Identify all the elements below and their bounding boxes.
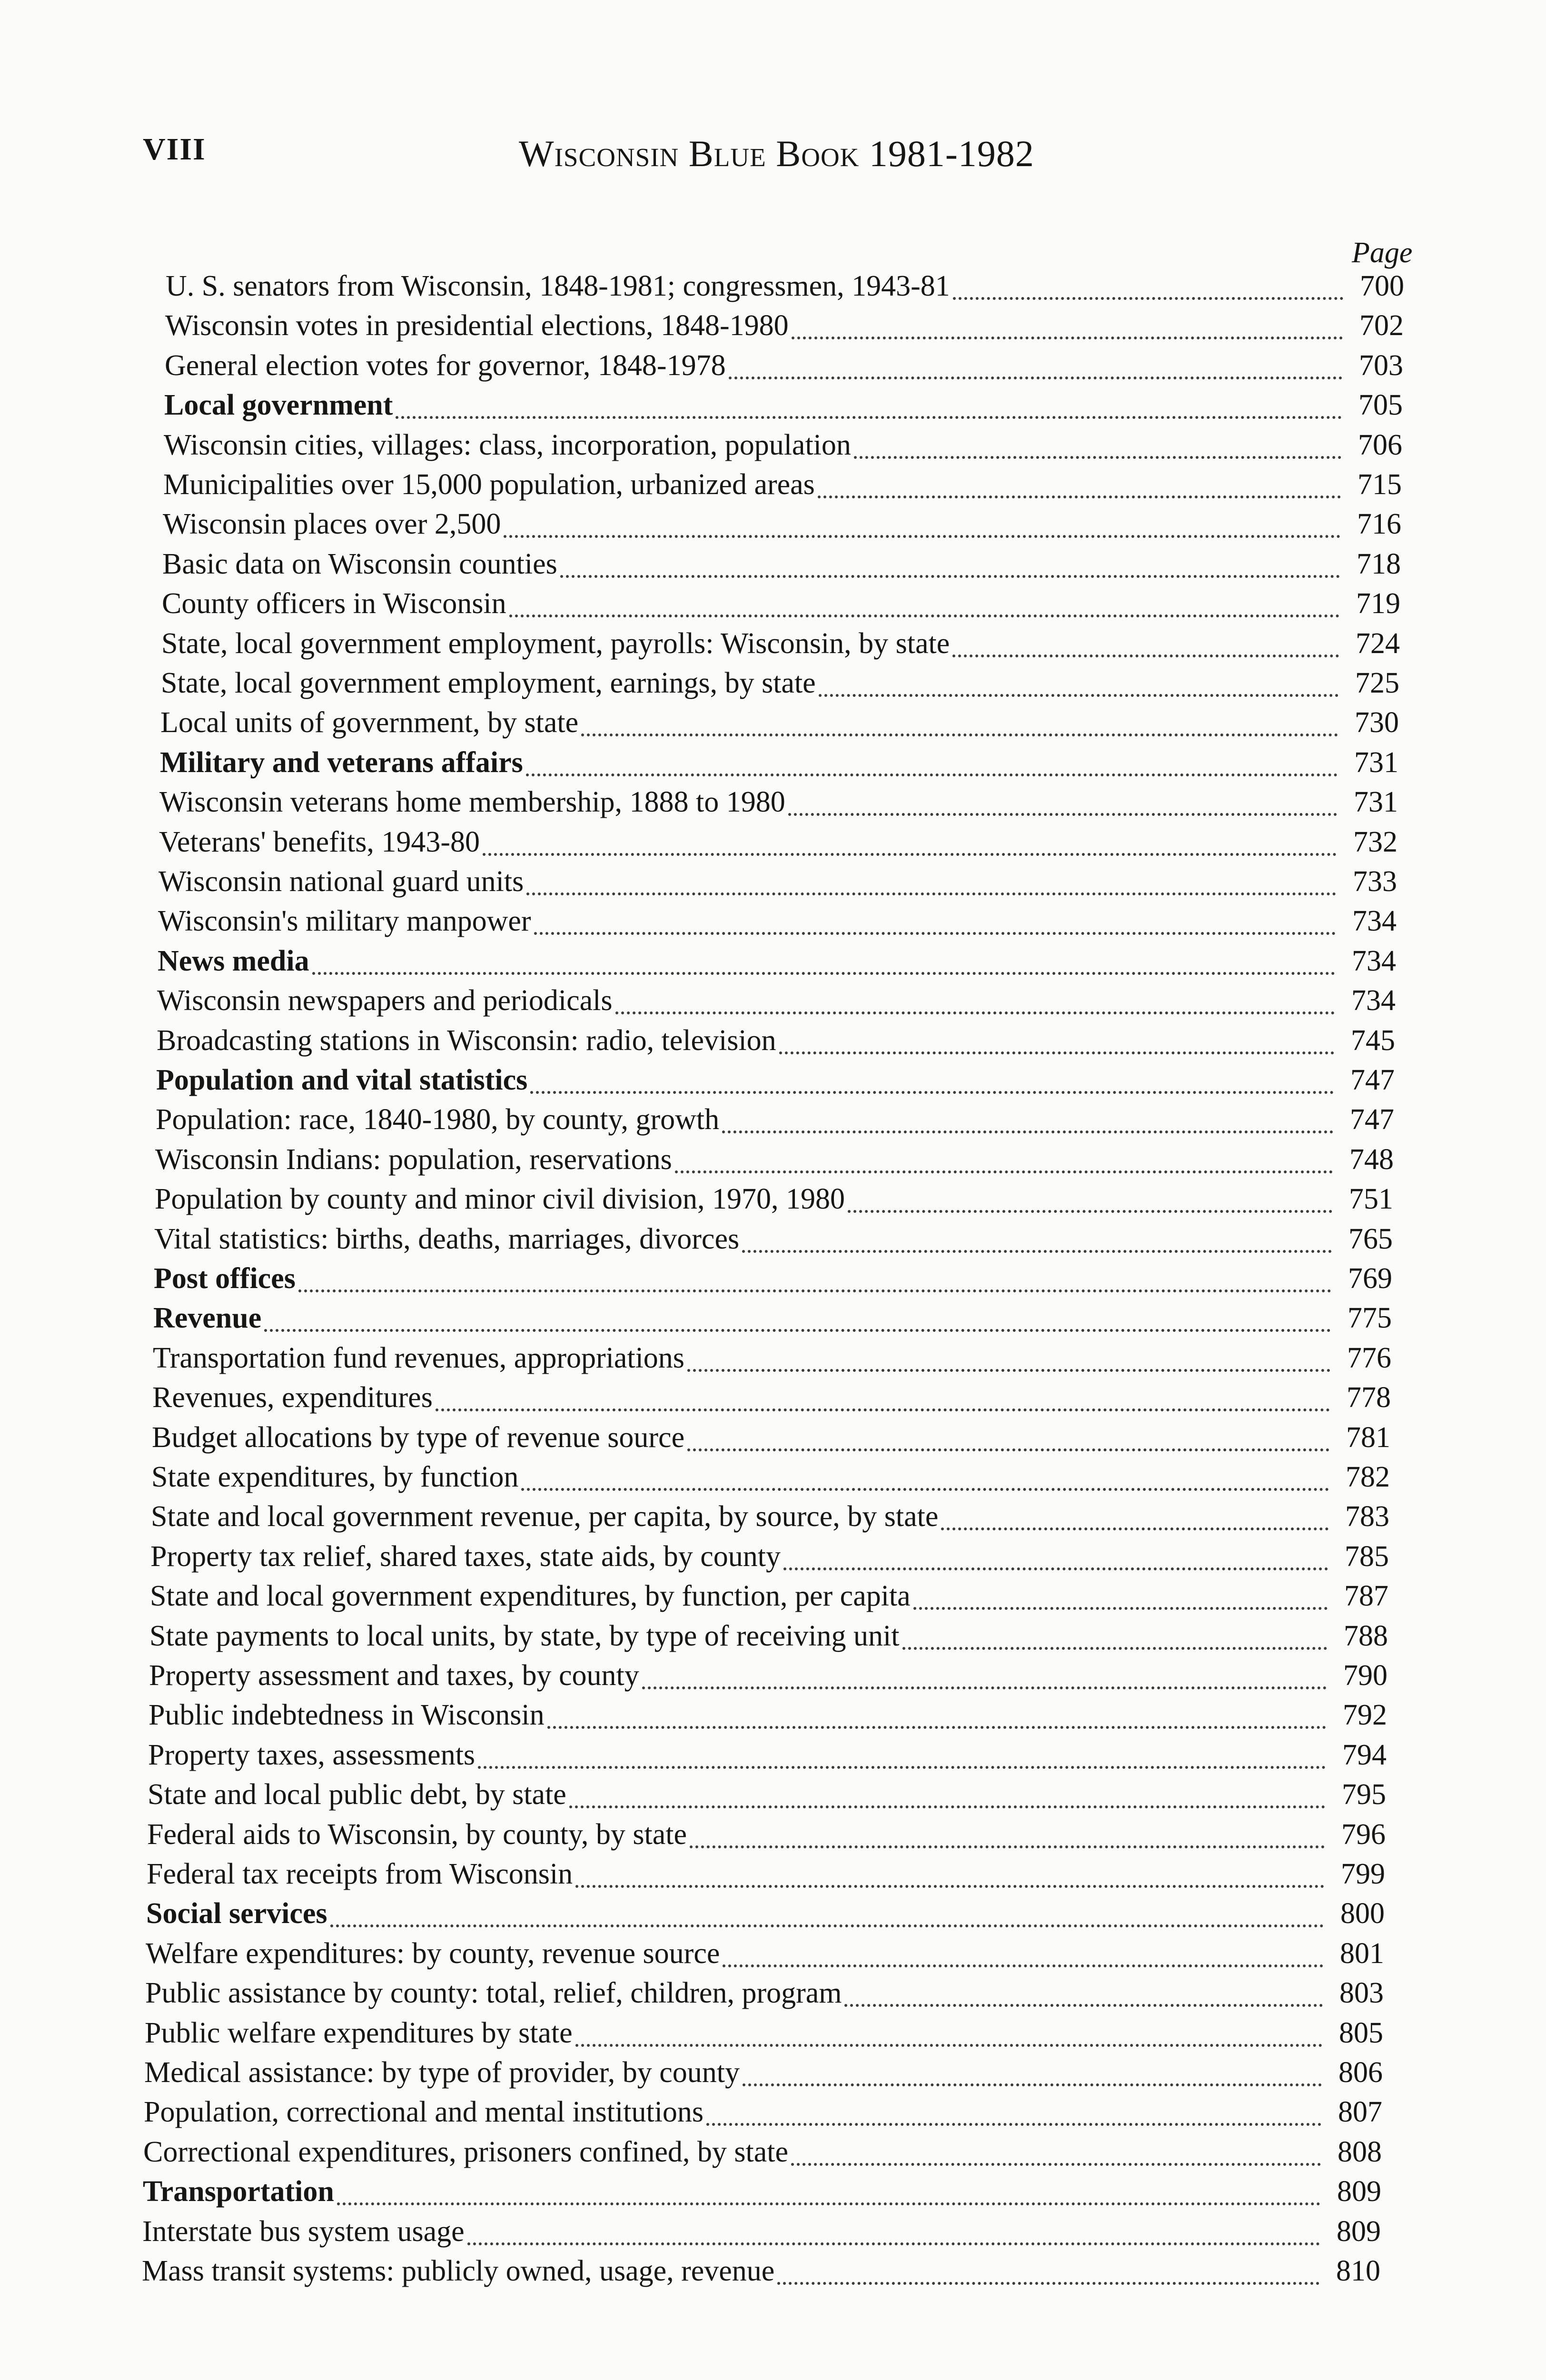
dot-leader bbox=[777, 2282, 1319, 2285]
dot-leader bbox=[575, 2044, 1322, 2047]
toc-entry-title: Federal aids to Wisconsin, by county, by state bbox=[147, 1818, 687, 1851]
toc-entry-title: Wisconsin votes in presidential elections, 1848-1980 bbox=[165, 309, 789, 342]
toc-entry-title: State, local government employment, payrolls: Wisconsin, by state bbox=[161, 627, 950, 660]
toc-entry bbox=[152, 1378, 1391, 1417]
toc-entry-page: 799 bbox=[1341, 1858, 1385, 1890]
toc-entry-title: Broadcasting stations in Wisconsin: radio, television bbox=[157, 1024, 776, 1057]
dot-leader bbox=[436, 1408, 1330, 1411]
toc-section-heading bbox=[164, 386, 1403, 425]
toc-entry-title: State expenditures, by function bbox=[151, 1461, 519, 1493]
toc-entry-page: 734 bbox=[1352, 944, 1396, 977]
toc-entry-page: 790 bbox=[1343, 1659, 1387, 1692]
toc-entry-title: Transportation bbox=[143, 2175, 334, 2208]
dot-leader bbox=[337, 2202, 1320, 2205]
toc-entry bbox=[157, 1021, 1395, 1060]
dot-leader bbox=[854, 456, 1341, 459]
dot-leader bbox=[791, 2163, 1321, 2166]
dot-leader bbox=[687, 1369, 1330, 1372]
toc-entry-title: Military and veterans affairs bbox=[160, 746, 523, 779]
dot-leader bbox=[478, 1766, 1326, 1769]
toc-entry-title: General election votes for governor, 1848-1978 bbox=[165, 349, 726, 382]
toc-entry-title: Post offices bbox=[154, 1262, 296, 1295]
page-number: VIII bbox=[143, 132, 206, 167]
toc-entry bbox=[159, 783, 1398, 822]
toc-entry bbox=[161, 664, 1399, 703]
dot-leader bbox=[818, 496, 1341, 498]
toc-entry bbox=[145, 1973, 1384, 2013]
dot-leader bbox=[526, 774, 1338, 776]
toc-entry bbox=[159, 862, 1397, 901]
toc-entry-page: 700 bbox=[1360, 270, 1404, 302]
toc-entry-page: 733 bbox=[1353, 865, 1397, 898]
toc-entry-title: Public assistance by county: total, relief, children, program bbox=[145, 1977, 842, 2010]
toc-entry bbox=[149, 1656, 1387, 1695]
toc-entry-page: 809 bbox=[1337, 2215, 1381, 2248]
dot-leader bbox=[742, 1250, 1332, 1253]
toc-entry-title: Medical assistance: by type of provider, by county bbox=[144, 2056, 740, 2089]
toc-entry-title: Population and vital statistics bbox=[156, 1064, 528, 1096]
toc-entry-page: 795 bbox=[1342, 1778, 1386, 1811]
toc-entry bbox=[154, 1220, 1393, 1259]
dot-leader bbox=[312, 972, 1335, 975]
toc-entry-title: Wisconsin Indians: population, reservations bbox=[155, 1143, 672, 1176]
toc-entry bbox=[147, 1815, 1386, 1854]
toc-entry-page: 747 bbox=[1350, 1103, 1394, 1136]
dot-leader bbox=[526, 892, 1336, 895]
toc-entry-page: 748 bbox=[1349, 1143, 1394, 1176]
toc-entry bbox=[155, 1140, 1394, 1179]
toc-entry-title: Public welfare expenditures by state bbox=[145, 2016, 573, 2049]
toc-entry bbox=[144, 2092, 1382, 2132]
toc-entry-title: Wisconsin places over 2,500 bbox=[163, 508, 501, 541]
dot-leader bbox=[788, 813, 1337, 816]
toc-entry bbox=[149, 1616, 1388, 1656]
toc-entry-page: 747 bbox=[1350, 1064, 1395, 1096]
toc-entry bbox=[157, 981, 1396, 1020]
dot-leader bbox=[941, 1527, 1328, 1530]
running-head: Wisconsin Blue Book 1981-1982 bbox=[519, 133, 1034, 174]
dot-leader bbox=[534, 932, 1336, 935]
toc-entry-page: 783 bbox=[1345, 1500, 1389, 1533]
toc-entry-title: Local government bbox=[164, 389, 393, 422]
dot-leader bbox=[483, 853, 1337, 856]
toc-entry bbox=[147, 1854, 1385, 1894]
toc-entry bbox=[155, 1180, 1393, 1219]
toc-entry-page: 775 bbox=[1348, 1302, 1392, 1335]
toc-entry-title: Municipalities over 15,000 population, urbanized areas bbox=[163, 468, 815, 501]
dot-leader bbox=[722, 1130, 1333, 1133]
dot-leader bbox=[844, 2004, 1323, 2007]
toc-entry-page: 719 bbox=[1356, 587, 1400, 620]
toc-entry-page: 718 bbox=[1357, 547, 1401, 580]
toc-entry bbox=[148, 1775, 1386, 1814]
toc-entry-page: 716 bbox=[1357, 508, 1401, 541]
toc-section-heading bbox=[158, 942, 1396, 981]
toc-entry-title: Social services bbox=[146, 1897, 327, 1930]
toc-entry-title: State, local government employment, earnings, by state bbox=[161, 667, 816, 699]
toc-section-heading bbox=[154, 1259, 1392, 1298]
toc-entry-page: 781 bbox=[1346, 1421, 1390, 1454]
toc-entry bbox=[156, 1100, 1394, 1139]
dot-leader bbox=[504, 535, 1340, 538]
toc-entry-title: County officers in Wisconsin bbox=[162, 587, 506, 620]
dot-leader bbox=[706, 2123, 1321, 2126]
toc-entry bbox=[142, 2251, 1380, 2291]
toc-entry-page: 724 bbox=[1356, 627, 1400, 660]
toc-entry-page: 809 bbox=[1337, 2175, 1381, 2208]
toc-entry-title: Wisconsin's military manpower bbox=[158, 905, 531, 938]
toc-section-heading bbox=[143, 2172, 1381, 2211]
toc-entry-page: 788 bbox=[1344, 1619, 1388, 1652]
dot-leader bbox=[792, 337, 1343, 339]
toc-section-heading bbox=[156, 1061, 1395, 1100]
page-column-label: Page bbox=[1352, 237, 1413, 269]
toc-entry-page: 778 bbox=[1347, 1381, 1391, 1414]
dot-leader bbox=[819, 694, 1338, 697]
toc-entry bbox=[165, 306, 1404, 345]
toc-entry-title: State and local public debt, by state bbox=[148, 1778, 566, 1811]
toc-entry-page: 751 bbox=[1349, 1183, 1393, 1216]
toc-entry-page: 731 bbox=[1354, 746, 1398, 779]
toc-entry-page: 808 bbox=[1338, 2135, 1382, 2168]
toc-entry-page: 782 bbox=[1346, 1461, 1390, 1493]
toc-entry-title: Interstate bus system usage bbox=[142, 2215, 465, 2248]
toc-entry-page: 810 bbox=[1336, 2255, 1380, 2287]
toc-entry bbox=[144, 2053, 1383, 2092]
dot-leader bbox=[530, 1091, 1334, 1094]
dot-leader bbox=[779, 1051, 1334, 1054]
toc-entry-page: 702 bbox=[1359, 309, 1404, 342]
toc-entry-page: 745 bbox=[1351, 1024, 1395, 1057]
toc-entry-title: Revenue bbox=[153, 1302, 262, 1335]
toc-entry-page: 794 bbox=[1342, 1738, 1387, 1771]
toc-entry bbox=[143, 2132, 1382, 2172]
toc-entry-title: Budget allocations by type of revenue source bbox=[152, 1421, 685, 1454]
dot-leader bbox=[330, 1924, 1324, 1927]
toc-entry bbox=[159, 823, 1397, 862]
dot-leader bbox=[581, 734, 1338, 736]
dot-leader bbox=[509, 615, 1339, 617]
toc-entry-page: 796 bbox=[1341, 1818, 1386, 1851]
toc-entry-page: 734 bbox=[1352, 905, 1397, 938]
toc-entry-title: Federal tax receipts from Wisconsin bbox=[147, 1858, 573, 1890]
toc-entry-title: State and local government revenue, per capita, by source, by state bbox=[151, 1500, 939, 1533]
toc-entry-page: 776 bbox=[1347, 1341, 1391, 1374]
toc-entry-page: 730 bbox=[1355, 706, 1399, 739]
dot-leader bbox=[298, 1289, 1331, 1292]
toc-entry bbox=[148, 1735, 1387, 1775]
toc-entry bbox=[163, 505, 1401, 544]
toc-section-heading bbox=[153, 1299, 1392, 1338]
toc-entry-title: Population by county and minor civil division, 1970, 1980 bbox=[155, 1183, 845, 1216]
toc-entry bbox=[146, 1934, 1384, 1973]
toc-entry-page: 732 bbox=[1353, 825, 1397, 858]
dot-leader bbox=[952, 654, 1339, 657]
toc-entry-title: Wisconsin cities, villages: class, incorporation, population bbox=[164, 428, 851, 461]
toc-entry bbox=[162, 545, 1401, 584]
dot-leader bbox=[690, 1845, 1325, 1848]
dot-leader bbox=[264, 1329, 1331, 1332]
toc-entry bbox=[160, 703, 1399, 742]
toc-entry bbox=[145, 2013, 1383, 2053]
toc-entry-page: 792 bbox=[1343, 1699, 1387, 1732]
toc-entry bbox=[151, 1458, 1390, 1497]
toc-entry-page: 769 bbox=[1348, 1262, 1392, 1295]
toc-entry-page: 734 bbox=[1351, 984, 1396, 1017]
toc-entry-page: 706 bbox=[1358, 428, 1402, 461]
toc-entry bbox=[163, 465, 1402, 504]
toc-entry-title: Property taxes, assessments bbox=[148, 1738, 476, 1771]
toc-entry bbox=[149, 1696, 1387, 1735]
toc-entry-title: Population: race, 1840-1980, by county, growth bbox=[156, 1103, 720, 1136]
dot-leader bbox=[547, 1726, 1326, 1729]
dot-leader bbox=[560, 575, 1340, 578]
toc-entry-title: Public indebtedness in Wisconsin bbox=[149, 1699, 545, 1732]
toc-entry-page: 801 bbox=[1340, 1937, 1384, 1970]
toc-entry-title: Wisconsin veterans home membership, 1888 to 1980 bbox=[159, 786, 785, 819]
toc-entry-title: Mass transit systems: publicly owned, usage, revenue bbox=[142, 2255, 775, 2287]
toc-section-heading bbox=[146, 1894, 1385, 1933]
dot-leader bbox=[575, 1885, 1324, 1888]
toc-entry bbox=[151, 1497, 1389, 1536]
toc-entry bbox=[165, 346, 1403, 385]
toc-entry-title: Local units of government, by state bbox=[160, 706, 579, 739]
toc-entry-title: State payments to local units, by state, by type of receiving unit bbox=[149, 1619, 900, 1652]
toc-entry-page: 725 bbox=[1355, 667, 1399, 699]
toc-section-heading bbox=[160, 743, 1398, 782]
toc-entry bbox=[166, 267, 1404, 306]
dot-leader bbox=[783, 1567, 1328, 1570]
dot-leader bbox=[467, 2242, 1320, 2245]
toc-entry-title: Veterans' benefits, 1943-80 bbox=[159, 825, 480, 858]
dot-leader bbox=[913, 1607, 1328, 1610]
dot-leader bbox=[848, 1210, 1332, 1213]
dot-leader bbox=[642, 1686, 1327, 1689]
toc-entry-page: 715 bbox=[1358, 468, 1402, 501]
dot-leader bbox=[743, 2083, 1322, 2086]
toc-entry bbox=[142, 2212, 1381, 2251]
toc-entry bbox=[161, 624, 1400, 663]
toc-entry bbox=[153, 1339, 1391, 1378]
toc-entry-title: Population, correctional and mental institutions bbox=[144, 2096, 704, 2129]
toc-entry bbox=[158, 902, 1397, 941]
toc-entry-page: 731 bbox=[1354, 786, 1398, 819]
toc-entry-title: Revenues, expenditures bbox=[152, 1381, 433, 1414]
toc-entry bbox=[162, 584, 1400, 623]
toc-entry-page: 806 bbox=[1338, 2056, 1383, 2089]
toc-entry-title: Property tax relief, shared taxes, state aids, by county bbox=[150, 1540, 781, 1573]
dot-leader bbox=[521, 1488, 1329, 1491]
toc-entry-title: State and local government expenditures, by function, per capita bbox=[150, 1580, 911, 1613]
toc-entry-title: Transportation fund revenues, appropriations bbox=[153, 1341, 684, 1374]
toc-entry-title: Wisconsin national guard units bbox=[159, 865, 524, 898]
toc-entry-page: 705 bbox=[1358, 389, 1403, 422]
toc-entry-title: News media bbox=[158, 944, 309, 977]
toc-entry-page: 807 bbox=[1338, 2096, 1382, 2129]
dot-leader bbox=[953, 297, 1343, 300]
dot-leader bbox=[615, 1012, 1335, 1014]
dot-leader bbox=[396, 416, 1342, 419]
dot-leader bbox=[729, 377, 1342, 379]
toc-entry-title: Vital statistics: births, deaths, marriages, divorces bbox=[154, 1222, 740, 1255]
dot-leader bbox=[723, 1964, 1323, 1967]
toc-entry-title: Welfare expenditures: by county, revenue source bbox=[146, 1937, 720, 1970]
toc-entry-page: 765 bbox=[1348, 1222, 1393, 1255]
dot-leader bbox=[902, 1647, 1328, 1650]
toc-entry bbox=[152, 1418, 1390, 1457]
toc-entry-title: Property assessment and taxes, by county bbox=[149, 1659, 639, 1692]
toc-entry bbox=[164, 426, 1402, 465]
toc-entry-title: Wisconsin newspapers and periodicals bbox=[157, 984, 613, 1017]
toc-entry-page: 785 bbox=[1345, 1540, 1389, 1573]
toc-entry-title: Correctional expenditures, prisoners confined, by state bbox=[143, 2135, 788, 2168]
toc-entry-page: 805 bbox=[1339, 2016, 1383, 2049]
dot-leader bbox=[675, 1170, 1333, 1173]
toc-entry-page: 803 bbox=[1339, 1977, 1384, 2010]
dot-leader bbox=[569, 1805, 1325, 1808]
toc-entry-page: 703 bbox=[1359, 349, 1403, 382]
toc-entry bbox=[150, 1537, 1389, 1576]
toc-entry-title: U. S. senators from Wisconsin, 1848-1981; congressmen, 1943-81 bbox=[166, 270, 950, 302]
toc-entry-title: Basic data on Wisconsin counties bbox=[162, 547, 557, 580]
toc-entry bbox=[150, 1577, 1388, 1616]
toc-entry-page: 800 bbox=[1340, 1897, 1385, 1930]
dot-leader bbox=[687, 1448, 1329, 1451]
toc-entry-page: 787 bbox=[1344, 1580, 1388, 1613]
